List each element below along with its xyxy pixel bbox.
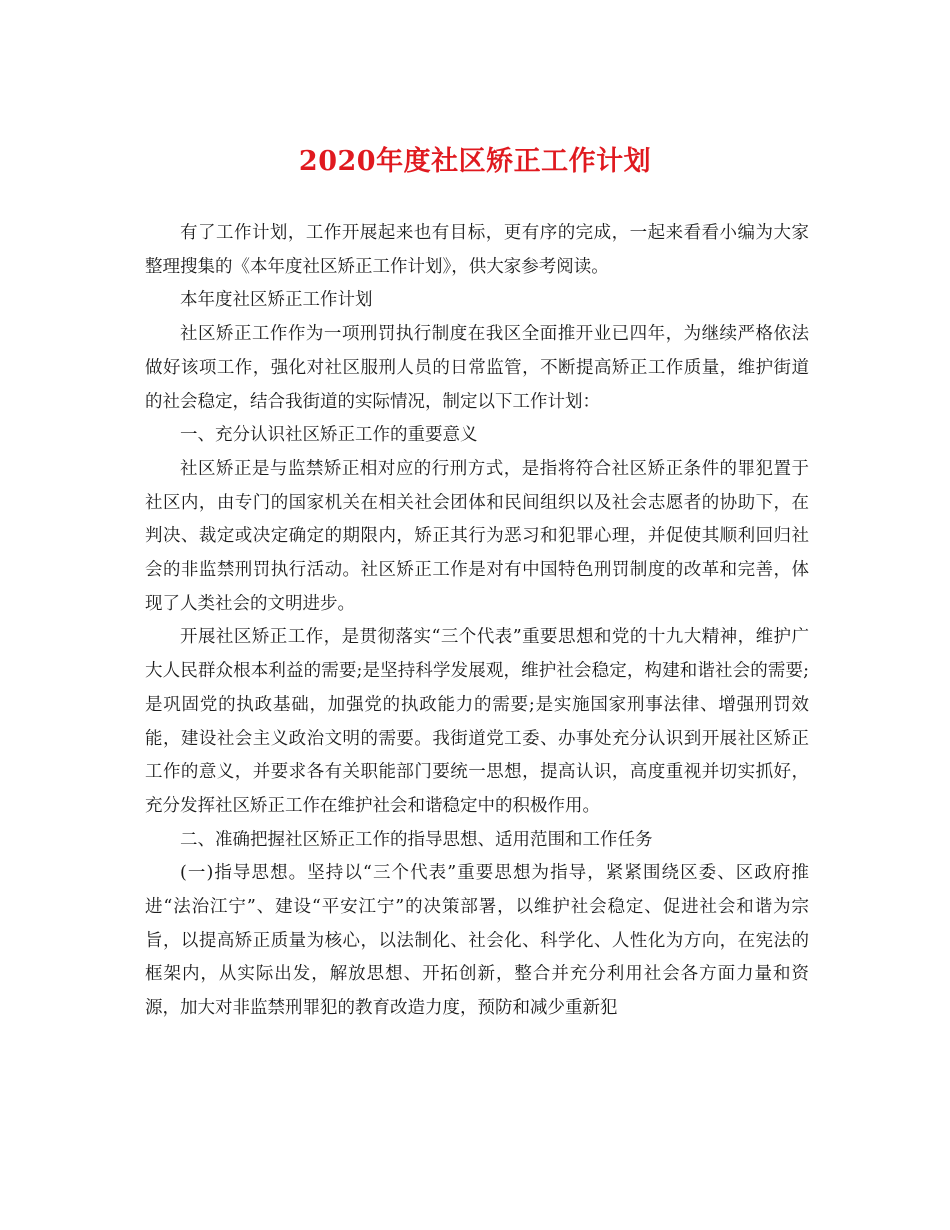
- document-body: [145, 217, 809, 1026]
- section-heading-1: 一、充分认识社区矫正工作的重要意义: [180, 425, 478, 446]
- paragraph-intro: 有了工作计划，工作开展起来也有目标，更有序的完成，一起来看看小编为大家整理搜集的《本年度社区矫正工作计划》，供大家参考阅读。: [145, 223, 809, 277]
- paragraph-significance: 开展社区矫正工作，是贯彻落实“三个代表”重要思想和党的十九大精神，维护广大人民群众根本利益的需要;是坚持科学发展观，维护社会稳定，构建和谐社会的需要;是巩固党的执政基础，加强党的执政能力的需要;是实施国家刑事法律、增强刑罚效能，建设社会主义政治文明的需要。我街道党工委、办事处充分认识到开展社区矫正工作的意义，并要求各有关职能部门要统一思想，提高认识，高度重视并切实抓好，充分发挥社区矫正工作在维护社会和谐稳定中的积极作用。: [145, 627, 809, 816]
- paragraph-guiding-thought: (一)指导思想。坚持以“三个代表”重要思想为指导，紧紧围绕区委、区政府推进“法治江宁”、建设“平安江宁”的决策部署，以维护社会稳定、促进社会和谐为宗旨，以提高矫正质量为核心，以法制化、社会化、科学化、人性化为方向，在宪法的框架内，从实际出发，解放思想、开拓创新，整合并充分利用社会各方面力量和资源，加大对非监禁刑罪犯的教育改造力度，预防和减少重新犯: [145, 863, 809, 1019]
- paragraph-subtitle: 本年度社区矫正工作计划: [180, 290, 373, 311]
- paragraph-overview: 社区矫正工作作为一项刑罚执行制度在我区全面推开业已四年，为继续严格依法做好该项工作，强化对社区服刑人员的日常监管，不断提高矫正工作质量，维护街道的社会稳定，结合我街道的实际情况，制定以下工作计划：: [145, 324, 809, 412]
- document-title: 2020年度社区矫正工作计划: [298, 146, 652, 177]
- section-heading-2: 二、准确把握社区矫正工作的指导思想、适用范围和工作任务: [180, 829, 653, 850]
- paragraph-definition: 社区矫正是与监禁矫正相对应的行刑方式，是指将符合社区矫正条件的罪犯置于社区内，由专门的国家机关在相关社会团体和民间组织以及社会志愿者的协助下，在判决、裁定或决定确定的期限内，矫正其行为恶习和犯罪心理，并促使其顺利回归社会的非监禁刑罚执行活动。社区矫正工作是对有中国特色刑罚制度的改革和完善，体现了人类社会的文明进步。: [145, 458, 809, 614]
